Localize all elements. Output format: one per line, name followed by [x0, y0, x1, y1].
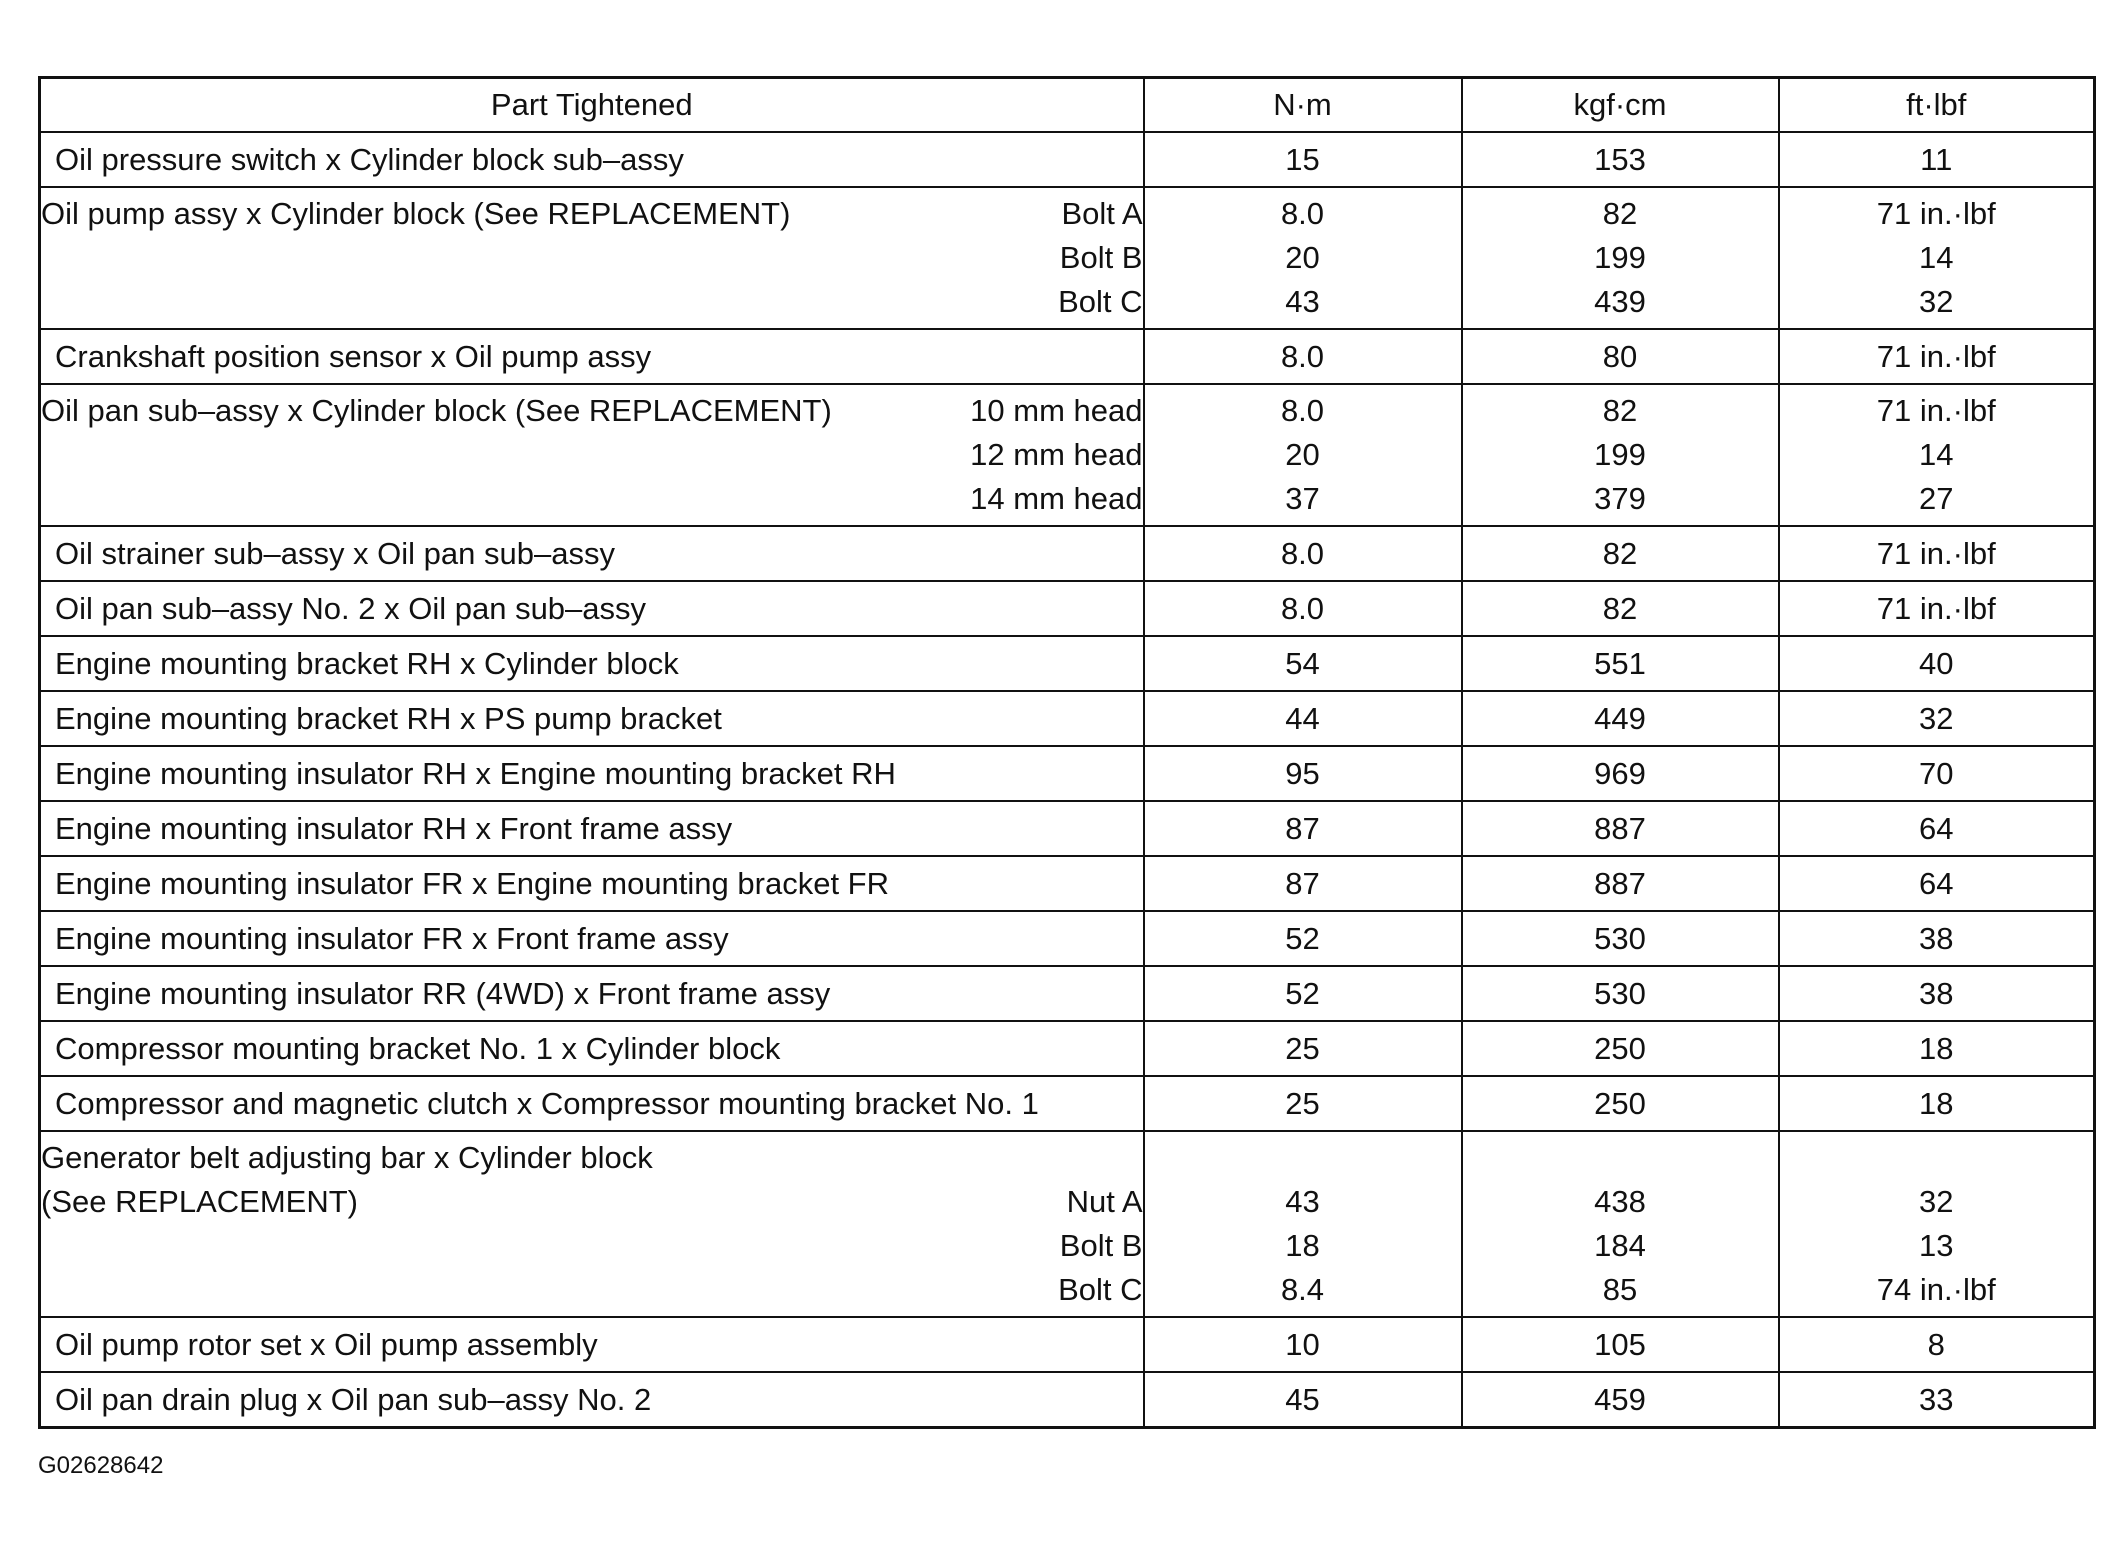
kgf-cm-value-cell	[1462, 384, 1779, 526]
part-name: Oil pan drain plug x Oil pan sub–assy No. 2	[55, 1381, 652, 1417]
ft-lbf-value-cell	[1779, 581, 2095, 636]
newton-meter-value	[1145, 1136, 1461, 1180]
part-name	[41, 477, 970, 521]
kgf-cm-value: 887	[1594, 810, 1646, 846]
part-name	[41, 1268, 1058, 1312]
kgf-cm-value	[1463, 1136, 1778, 1180]
fastener-label: 12 mm head	[970, 437, 1143, 472]
kgf-cm-value: 153	[1594, 141, 1646, 177]
part-name: (See REPLACEMENT)	[41, 1184, 358, 1219]
table-row	[40, 329, 2095, 384]
kgf-cm-value: 449	[1594, 700, 1646, 736]
table-row	[40, 1021, 2095, 1076]
ft-lbf-value: 14	[1919, 437, 1954, 472]
newton-meter-value: 8.4	[1280, 1272, 1325, 1307]
part-name: Engine mounting insulator RR (4WD) x Front frame assy	[55, 975, 831, 1011]
table-row	[40, 856, 2095, 911]
part-cell	[40, 526, 1144, 581]
ft-lbf-value-cell	[1779, 636, 2095, 691]
ft-lbf-value-cell	[1779, 1021, 2095, 1076]
part-name	[41, 280, 1058, 324]
part-cell	[40, 636, 1144, 691]
kgf-cm-value: 551	[1594, 645, 1646, 681]
figure-id: G02628642	[38, 1452, 164, 1479]
newton-meter-value-cell	[1144, 1372, 1462, 1428]
ft-lbf-value: 71 in.·lbf	[1876, 196, 1996, 231]
part-line	[41, 389, 1143, 433]
newton-meter-value: 45	[1285, 1381, 1320, 1417]
newton-meter-value-cell	[1144, 691, 1462, 746]
newton-meter-value: 43	[1285, 284, 1320, 319]
part-line	[55, 1323, 1129, 1367]
ft-lbf-value-cell	[1779, 526, 2095, 581]
part-line	[55, 807, 1129, 851]
kgf-cm-value-cell	[1462, 132, 1779, 187]
kgf-cm-value: 438	[1594, 1184, 1646, 1219]
table-row	[40, 911, 2095, 966]
ft-lbf-value: 64	[1919, 865, 1954, 901]
kgf-cm-value: 85	[1602, 1272, 1638, 1307]
part-line	[41, 433, 1143, 477]
ft-lbf-value: 14	[1919, 240, 1954, 275]
header-part-tightened: Part Tightened	[40, 78, 1144, 133]
fastener-label: Bolt A	[1061, 196, 1143, 231]
part-name: Oil pressure switch x Cylinder block sub–assy	[55, 141, 684, 177]
ft-lbf-value: 71 in.·lbf	[1876, 535, 1996, 571]
ft-lbf-value: 33	[1919, 1381, 1954, 1417]
torque-specification-table	[38, 76, 2096, 1429]
part-line	[55, 752, 1129, 796]
kgf-cm-value-cell	[1462, 187, 1779, 329]
newton-meter-value-cell	[1144, 1076, 1462, 1131]
ft-lbf-value: 71 in.·lbf	[1876, 590, 1996, 626]
header-ft-lbf: ft·lbf	[1779, 78, 2095, 133]
fastener-label: Bolt C	[1058, 284, 1143, 319]
kgf-cm-value: 199	[1594, 240, 1646, 275]
newton-meter-value: 52	[1285, 920, 1320, 956]
table-row	[40, 1372, 2095, 1428]
part-name: Compressor mounting bracket No. 1 x Cylinder block	[55, 1030, 781, 1066]
part-name: Oil pan sub–assy x Cylinder block (See REPLACEMENT)	[41, 393, 832, 428]
part-name: Engine mounting bracket RH x Cylinder block	[55, 645, 679, 681]
part-line	[41, 477, 1143, 521]
ft-lbf-value-cell	[1779, 1131, 2095, 1317]
kgf-cm-value-cell	[1462, 966, 1779, 1021]
part-cell	[40, 1021, 1144, 1076]
ft-lbf-value-cell	[1779, 911, 2095, 966]
table-row	[40, 1076, 2095, 1131]
fastener-label: Nut A	[1066, 1184, 1143, 1219]
newton-meter-value-cell	[1144, 911, 1462, 966]
kgf-cm-value: 82	[1602, 590, 1638, 626]
kgf-cm-value: 184	[1594, 1228, 1646, 1263]
part-cell	[40, 856, 1144, 911]
newton-meter-value-cell	[1144, 856, 1462, 911]
part-cell	[40, 1076, 1144, 1131]
newton-meter-value: 44	[1285, 700, 1320, 736]
kgf-cm-value-cell	[1462, 1372, 1779, 1428]
ft-lbf-value-cell	[1779, 691, 2095, 746]
part-line	[41, 192, 1143, 236]
kgf-cm-value-cell	[1462, 1076, 1779, 1131]
newton-meter-value: 25	[1285, 1085, 1320, 1121]
newton-meter-value: 18	[1285, 1228, 1320, 1263]
ft-lbf-value-cell	[1779, 746, 2095, 801]
newton-meter-value: 20	[1285, 437, 1320, 472]
table-row	[40, 691, 2095, 746]
part-name: Generator belt adjusting bar x Cylinder block	[41, 1140, 653, 1175]
ft-lbf-value-cell	[1779, 856, 2095, 911]
ft-lbf-value: 8	[1927, 1326, 1945, 1362]
newton-meter-value-cell	[1144, 1021, 1462, 1076]
kgf-cm-value: 105	[1594, 1326, 1646, 1362]
newton-meter-value-cell	[1144, 801, 1462, 856]
part-line	[41, 1224, 1143, 1268]
newton-meter-value: 95	[1285, 755, 1320, 791]
table-row	[40, 1317, 2095, 1372]
ft-lbf-value-cell	[1779, 801, 2095, 856]
table-row	[40, 636, 2095, 691]
kgf-cm-value-cell	[1462, 329, 1779, 384]
part-name: Compressor and magnetic clutch x Compressor mounting bracket No. 1	[55, 1085, 1039, 1121]
part-cell	[40, 1372, 1144, 1428]
part-cell	[40, 187, 1144, 329]
part-line	[55, 642, 1129, 686]
kgf-cm-value-cell	[1462, 526, 1779, 581]
kgf-cm-value: 250	[1594, 1085, 1646, 1121]
kgf-cm-value-cell	[1462, 856, 1779, 911]
newton-meter-value: 43	[1285, 1184, 1320, 1219]
part-line	[55, 1378, 1129, 1422]
kgf-cm-value: 439	[1594, 284, 1646, 319]
ft-lbf-value-cell	[1779, 1372, 2095, 1428]
ft-lbf-value-cell	[1779, 966, 2095, 1021]
part-line	[55, 138, 1129, 182]
newton-meter-value-cell	[1144, 966, 1462, 1021]
part-line	[55, 532, 1129, 576]
newton-meter-value: 8.0	[1280, 535, 1325, 571]
part-name: Engine mounting insulator FR x Front frame assy	[55, 920, 729, 956]
kgf-cm-value-cell	[1462, 1021, 1779, 1076]
kgf-cm-value: 82	[1602, 393, 1638, 428]
part-line	[55, 972, 1129, 1016]
part-name: Oil pan sub–assy No. 2 x Oil pan sub–assy	[55, 590, 647, 626]
kgf-cm-value-cell	[1462, 1131, 1779, 1317]
part-name: Engine mounting insulator RH x Engine mounting bracket RH	[55, 755, 896, 791]
ft-lbf-value	[1780, 1136, 2094, 1180]
newton-meter-value-cell	[1144, 526, 1462, 581]
newton-meter-value: 87	[1285, 810, 1320, 846]
kgf-cm-value: 379	[1594, 481, 1646, 516]
ft-lbf-value: 13	[1919, 1228, 1954, 1263]
header-kgf-cm: kgf·cm	[1462, 78, 1779, 133]
part-cell	[40, 384, 1144, 526]
newton-meter-value-cell	[1144, 384, 1462, 526]
kgf-cm-value-cell	[1462, 636, 1779, 691]
ft-lbf-value: 74 in.·lbf	[1876, 1272, 1996, 1307]
ft-lbf-value: 32	[1919, 1184, 1954, 1219]
part-name	[41, 1224, 1060, 1268]
newton-meter-value: 52	[1285, 975, 1320, 1011]
table-row	[40, 526, 2095, 581]
part-name: Oil pump assy x Cylinder block (See REPLACEMENT)	[41, 196, 791, 231]
newton-meter-value: 8.0	[1280, 393, 1325, 428]
part-name	[41, 236, 1060, 280]
table-header-row	[40, 78, 2095, 133]
ft-lbf-value: 71 in.·lbf	[1876, 338, 1996, 374]
part-line	[41, 236, 1143, 280]
part-name: Engine mounting bracket RH x PS pump bracket	[55, 700, 722, 736]
part-cell	[40, 911, 1144, 966]
ft-lbf-value-cell	[1779, 384, 2095, 526]
part-line	[41, 1268, 1143, 1312]
kgf-cm-value: 82	[1602, 535, 1638, 571]
ft-lbf-value: 11	[1920, 141, 1953, 177]
kgf-cm-value: 969	[1594, 755, 1646, 791]
newton-meter-value: 10	[1285, 1326, 1320, 1362]
newton-meter-value: 25	[1285, 1030, 1320, 1066]
kgf-cm-value-cell	[1462, 746, 1779, 801]
ft-lbf-value: 64	[1919, 810, 1954, 846]
kgf-cm-value-cell	[1462, 581, 1779, 636]
kgf-cm-value: 530	[1594, 975, 1646, 1011]
part-cell	[40, 966, 1144, 1021]
part-name: Crankshaft position sensor x Oil pump assy	[55, 338, 652, 374]
part-cell	[40, 746, 1144, 801]
fastener-label: 14 mm head	[970, 481, 1143, 516]
table-row	[40, 1131, 2095, 1317]
ft-lbf-value: 38	[1919, 975, 1954, 1011]
part-name: Oil pump rotor set x Oil pump assembly	[55, 1326, 598, 1362]
header-newton-meter: N·m	[1144, 78, 1462, 133]
part-cell	[40, 1317, 1144, 1372]
ft-lbf-value: 32	[1919, 284, 1954, 319]
table-row	[40, 801, 2095, 856]
kgf-cm-value: 82	[1602, 196, 1638, 231]
ft-lbf-value-cell	[1779, 187, 2095, 329]
ft-lbf-value-cell	[1779, 329, 2095, 384]
ft-lbf-value: 40	[1919, 645, 1954, 681]
table-row	[40, 132, 2095, 187]
ft-lbf-value-cell	[1779, 1317, 2095, 1372]
newton-meter-value-cell	[1144, 132, 1462, 187]
ft-lbf-value: 18	[1919, 1085, 1954, 1121]
part-name	[41, 433, 970, 477]
newton-meter-value: 20	[1285, 240, 1320, 275]
part-line	[41, 280, 1143, 324]
ft-lbf-value: 32	[1919, 700, 1954, 736]
ft-lbf-value: 18	[1919, 1030, 1954, 1066]
ft-lbf-value-cell	[1779, 1076, 2095, 1131]
part-name: Oil strainer sub–assy x Oil pan sub–assy	[55, 535, 615, 571]
part-line	[41, 1180, 1143, 1224]
newton-meter-value: 54	[1285, 645, 1320, 681]
table-body	[40, 132, 2095, 1428]
table-row	[40, 384, 2095, 526]
kgf-cm-value-cell	[1462, 801, 1779, 856]
part-line	[55, 587, 1129, 631]
fastener-label: Bolt B	[1059, 240, 1143, 275]
part-line	[55, 697, 1129, 741]
newton-meter-value-cell	[1144, 636, 1462, 691]
newton-meter-value: 8.0	[1280, 590, 1325, 626]
fastener-label: 10 mm head	[970, 393, 1143, 428]
newton-meter-value-cell	[1144, 329, 1462, 384]
kgf-cm-value: 199	[1594, 437, 1646, 472]
newton-meter-value-cell	[1144, 581, 1462, 636]
kgf-cm-value-cell	[1462, 1317, 1779, 1372]
part-line	[55, 1027, 1129, 1071]
newton-meter-value-cell	[1144, 746, 1462, 801]
ft-lbf-value: 38	[1919, 920, 1954, 956]
part-cell	[40, 581, 1144, 636]
part-line	[55, 917, 1129, 961]
table-row	[40, 581, 2095, 636]
newton-meter-value: 15	[1285, 141, 1320, 177]
fastener-label: Bolt B	[1059, 1228, 1143, 1263]
kgf-cm-value: 250	[1594, 1030, 1646, 1066]
ft-lbf-value: 27	[1919, 481, 1954, 516]
part-line	[55, 862, 1129, 906]
kgf-cm-value: 80	[1602, 338, 1638, 374]
table-row	[40, 966, 2095, 1021]
newton-meter-value-cell	[1144, 1131, 1462, 1317]
part-cell	[40, 329, 1144, 384]
kgf-cm-value: 530	[1594, 920, 1646, 956]
newton-meter-value: 37	[1285, 481, 1320, 516]
part-cell	[40, 801, 1144, 856]
kgf-cm-value: 887	[1594, 865, 1646, 901]
newton-meter-value: 8.0	[1280, 196, 1325, 231]
part-line	[55, 1082, 1129, 1126]
newton-meter-value-cell	[1144, 1317, 1462, 1372]
ft-lbf-value-cell	[1779, 132, 2095, 187]
table-row	[40, 187, 2095, 329]
ft-lbf-value: 71 in.·lbf	[1876, 393, 1996, 428]
part-cell	[40, 691, 1144, 746]
part-cell	[40, 132, 1144, 187]
part-line	[41, 1136, 1143, 1180]
newton-meter-value: 87	[1285, 865, 1320, 901]
part-name: Engine mounting insulator RH x Front frame assy	[55, 810, 733, 846]
newton-meter-value-cell	[1144, 187, 1462, 329]
kgf-cm-value-cell	[1462, 911, 1779, 966]
kgf-cm-value-cell	[1462, 691, 1779, 746]
newton-meter-value: 8.0	[1280, 338, 1325, 374]
part-name: Engine mounting insulator FR x Engine mounting bracket FR	[55, 865, 889, 901]
kgf-cm-value: 459	[1594, 1381, 1646, 1417]
table-row	[40, 746, 2095, 801]
part-line	[55, 335, 1129, 379]
part-cell	[40, 1131, 1144, 1317]
fastener-label: Bolt C	[1058, 1272, 1143, 1307]
ft-lbf-value: 70	[1919, 755, 1954, 791]
